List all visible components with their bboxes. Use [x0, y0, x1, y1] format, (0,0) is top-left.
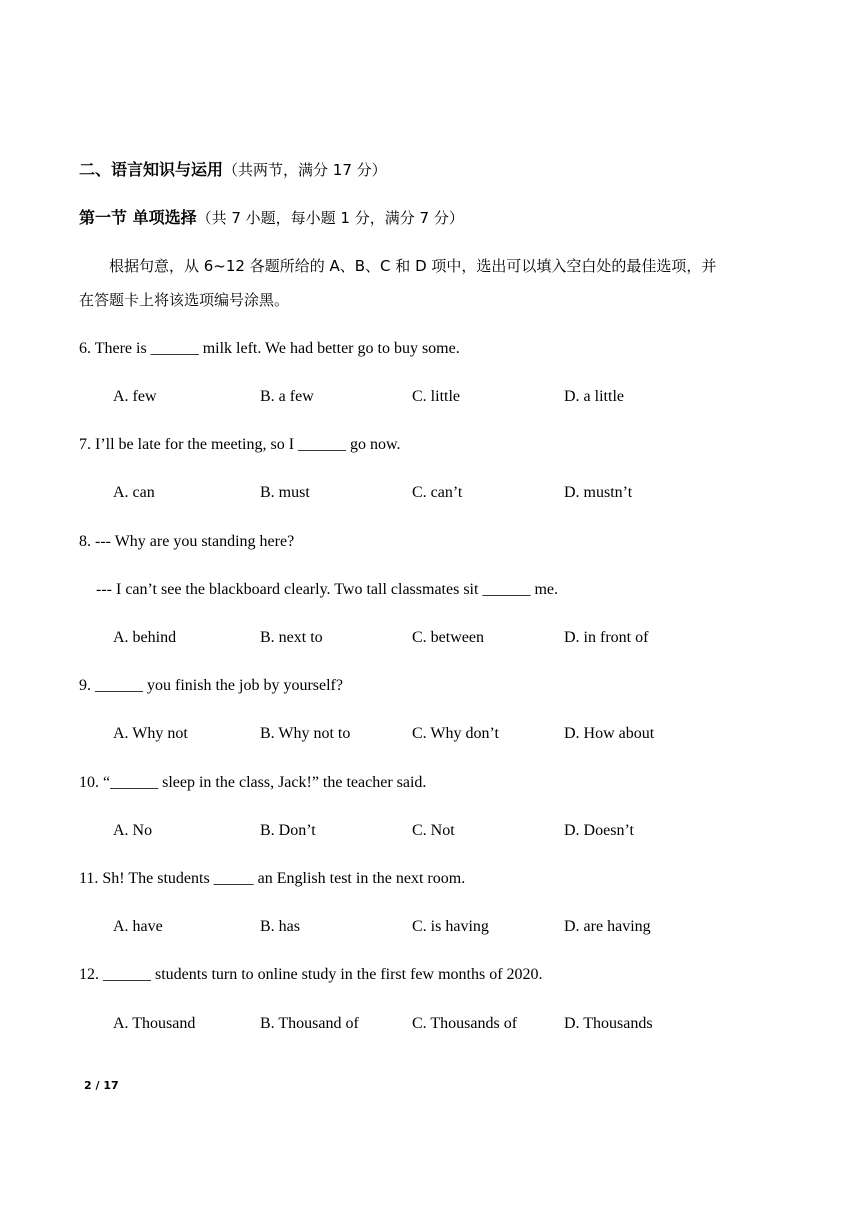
question-11-option-b: B. has	[260, 918, 300, 935]
question-8-option-a: A. behind	[113, 629, 177, 646]
question-6-option-d: D. a little	[564, 388, 624, 405]
question-12-option-c: C. Thousands of	[412, 1015, 518, 1032]
section-title-bold: 二、语言知识与运用	[79, 160, 224, 179]
question-6-option-a: A. few	[113, 388, 157, 405]
question-10-option-b: B. Don’t	[260, 822, 316, 839]
instructions-line-2: 在答题卡上将该选项编号涂黑。	[79, 291, 290, 309]
question-6-stem: 6. There is ______ milk left. We had better go to buy some.	[79, 340, 460, 357]
question-8-option-b: B. next to	[260, 629, 323, 646]
question-12-option-a: A. Thousand	[113, 1015, 196, 1032]
part-title-bold: 第一节 单项选择	[79, 208, 197, 227]
question-11-option-a: A. have	[113, 918, 163, 935]
question-12-option-b: B. Thousand of	[260, 1015, 359, 1032]
question-9-option-d: D. How about	[564, 725, 655, 742]
page-number: 2 / 17	[84, 1079, 119, 1092]
question-11-option-d: D. are having	[564, 918, 651, 935]
question-8-option-c: C. between	[412, 629, 484, 646]
question-12-option-d: D. Thousands	[564, 1015, 653, 1032]
question-9-stem: 9. ______ you finish the job by yourself?	[79, 677, 343, 694]
question-7-option-a: A. can	[113, 484, 155, 501]
question-7-option-d: D. mustn’t	[564, 484, 633, 501]
question-10-stem: 10. “______ sleep in the class, Jack!” the teacher said.	[79, 774, 427, 791]
question-7-option-c: C. can’t	[412, 484, 463, 501]
part-heading	[79, 208, 464, 229]
question-7-option-b: B. must	[260, 484, 310, 501]
question-9-option-a: A. Why not	[113, 725, 188, 742]
question-7-stem: 7. I’ll be late for the meeting, so I ______ go now.	[79, 436, 401, 453]
question-11-stem: 11. Sh! The students _____ an English test in the next room.	[79, 870, 466, 887]
question-12-stem: 12. ______ students turn to online study in the first few months of 2020.	[79, 966, 543, 983]
question-6-option-b: B. a few	[260, 388, 314, 405]
part-title-detail: （共 7 小题，每小题 1 分，满分 7 分）	[196, 209, 464, 227]
question-10-option-a: A. No	[113, 822, 153, 839]
instructions-line-1: 根据句意，从 6~12 各题所给的 A、B、C 和 D 项中，选出可以填入空白处的最佳选项，并	[109, 257, 717, 275]
question-8-option-d: D. in front of	[564, 629, 649, 646]
question-10-option-d: D. Doesn’t	[564, 822, 634, 839]
question-8-stem: 8. --- Why are you standing here?	[79, 533, 295, 550]
question-9-option-c: C. Why don’t	[412, 725, 499, 742]
section-title-detail: （共两节，满分 17 分）	[223, 161, 387, 179]
section-heading	[79, 160, 387, 181]
question-11-option-c: C. is having	[412, 918, 489, 935]
question-8-stem-reply: --- I can’t see the blackboard clearly. Two tall classmates sit ______ me.	[96, 581, 558, 598]
question-10-option-c: C. Not	[412, 822, 455, 839]
question-6-option-c: C. little	[412, 388, 460, 405]
question-9-option-b: B. Why not to	[260, 725, 351, 742]
